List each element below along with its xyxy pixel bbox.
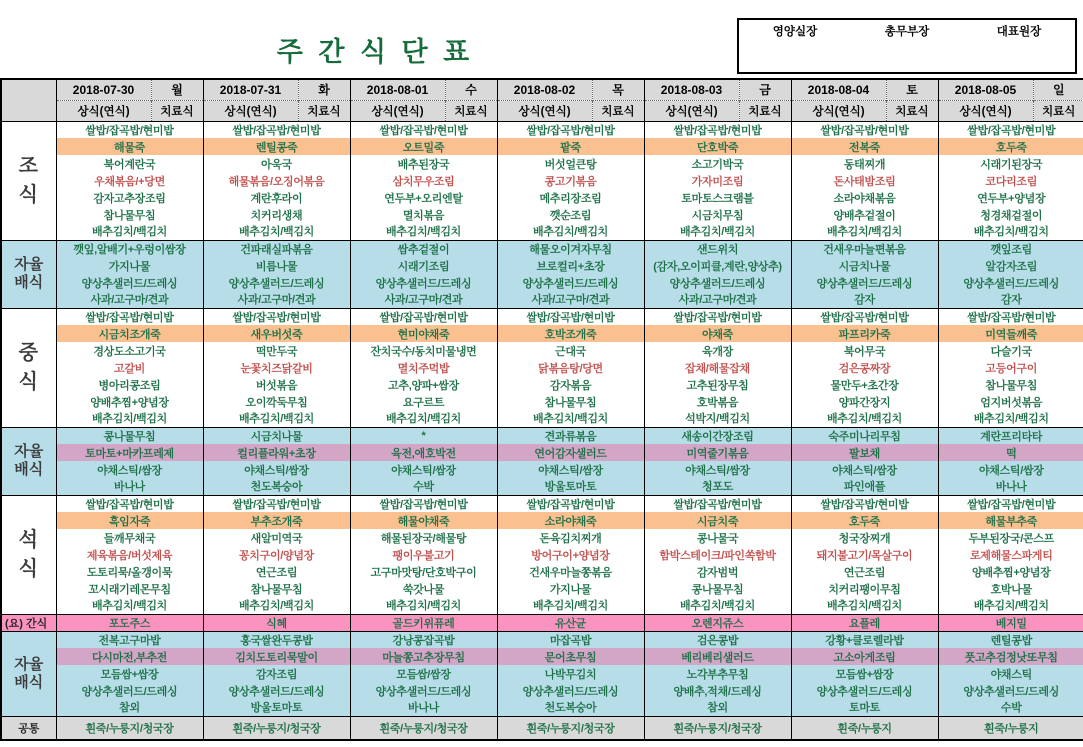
- menu-item-cell: 눈꽃치즈닭갈비: [203, 359, 350, 376]
- section-label-breakfast: 조 식: [1, 121, 56, 240]
- menu-item-cell: 깻잎조림: [938, 240, 1083, 257]
- meal-type-treatment-cell: 치료식: [151, 100, 203, 121]
- menu-item-cell: 토마토스크램블: [644, 189, 791, 206]
- menu-item-cell: 해물볶음/오징어볶음: [203, 172, 350, 189]
- menu-item-cell: 청국장찌개: [791, 529, 938, 546]
- menu-item-cell: 검은콩밥: [644, 631, 791, 648]
- menu-item-cell: 야채스틱/쌈장: [497, 461, 644, 478]
- menu-item-cell: 건새우마늘쫑볶음: [497, 563, 644, 580]
- section-label-self-serve-3: 자율 배식: [1, 631, 56, 716]
- date-cell: 2018-08-05: [938, 79, 1033, 100]
- menu-item-cell: 콩나물무침: [644, 580, 791, 597]
- menu-item-cell: 수박: [938, 699, 1083, 716]
- menu-item-cell: 북어계란국: [56, 155, 203, 172]
- menu-item-cell: 오렌지쥬스: [644, 614, 791, 631]
- section-label-self-serve-2: 자율 배식: [1, 427, 56, 495]
- date-cell: 2018-07-31: [203, 79, 298, 100]
- menu-item-cell: 흰죽/누룽지/청국장: [350, 716, 497, 740]
- menu-item-cell: 두부된장국/콘스프: [938, 529, 1083, 546]
- menu-item-cell: 흰죽/누룽지/청국장: [56, 716, 203, 740]
- menu-item-cell: 양상추샐러드/드레싱: [350, 682, 497, 699]
- menu-item-cell: 떡: [938, 444, 1083, 461]
- menu-item-cell: 고추,양파+쌈장: [350, 376, 497, 393]
- menu-item-cell: 야채스틱/쌈장: [644, 461, 791, 478]
- menu-item-cell: 참외: [56, 699, 203, 716]
- menu-item-cell: 홍국쌀완두콩밥: [203, 631, 350, 648]
- menu-item-cell: 돈사태밤조림: [791, 172, 938, 189]
- menu-item-cell: 배추김치/백김치: [791, 223, 938, 240]
- menu-item-cell: 컬리플라워+초장: [203, 444, 350, 461]
- menu-item-cell: 양배추찜+양념장: [56, 393, 203, 410]
- menu-item-cell: 팽이우불고기: [350, 546, 497, 563]
- weekday-cell: 화: [298, 79, 350, 100]
- menu-item-cell: 양상추샐러드/드레싱: [938, 682, 1083, 699]
- menu-item-cell: 돼지불고기/목살구이: [791, 546, 938, 563]
- menu-item-cell: 함박스테이크/파인쏙함박: [644, 546, 791, 563]
- menu-item-cell: 쌀밥/잡곡밥/현미밥: [203, 121, 350, 138]
- weekday-cell: 토: [886, 79, 938, 100]
- menu-item-cell: 돈육김치찌개: [497, 529, 644, 546]
- menu-item-cell: 야채스틱/쌈장: [791, 461, 938, 478]
- menu-item-cell: 배추된장국: [350, 155, 497, 172]
- menu-item-cell: 쌀밥/잡곡밥/현미밥: [644, 308, 791, 325]
- meal-type-treatment-cell: 치료식: [1033, 100, 1083, 121]
- menu-item-cell: 배추김치/백김치: [497, 597, 644, 614]
- menu-item-cell: 아욱국: [203, 155, 350, 172]
- menu-item-cell: 배추김치/백김치: [350, 597, 497, 614]
- menu-item-cell: 도토리묵/올갱이묵: [56, 563, 203, 580]
- menu-item-cell: 배추김치/백김치: [791, 597, 938, 614]
- menu-item-cell: 감자: [938, 291, 1083, 308]
- menu-item-cell: 요구르트: [350, 393, 497, 410]
- menu-item-cell: 고구마맛탕/단호박구이: [350, 563, 497, 580]
- menu-item-cell: 강황+클로렐라밥: [791, 631, 938, 648]
- menu-item-cell: 방어구이+양념장: [497, 546, 644, 563]
- menu-item-cell: 흰죽/누룽지/청국장: [203, 716, 350, 740]
- menu-item-cell: 청경채겉절이: [938, 206, 1083, 223]
- menu-item-cell: 야채스틱/쌈장: [350, 461, 497, 478]
- weekday-cell: 일: [1033, 79, 1083, 100]
- menu-item-cell: 풋고추검정낫또무침: [938, 648, 1083, 665]
- meal-type-normal-cell: 상식(연식): [203, 100, 298, 121]
- menu-item-cell: 배추김치/백김치: [203, 410, 350, 427]
- menu-item-cell: 감자볶음: [497, 376, 644, 393]
- menu-item-cell: 식혜: [203, 614, 350, 631]
- menu-item-cell: 떡만두국: [203, 342, 350, 359]
- weekday-cell: 월: [151, 79, 203, 100]
- date-cell: 2018-08-01: [350, 79, 445, 100]
- menu-item-cell: 소라야채볶음: [791, 189, 938, 206]
- approval-label-nutrition-manager: 영양실장: [772, 26, 818, 38]
- menu-item-cell: 깻순조림: [497, 206, 644, 223]
- menu-item-cell: 콩고기볶음: [497, 172, 644, 189]
- menu-item-cell: 토마토+마카프레제: [56, 444, 203, 461]
- menu-item-cell: 노각부추무침: [644, 665, 791, 682]
- menu-item-cell: 새알미역국: [203, 529, 350, 546]
- menu-item-cell: 해물된장국/해물탕: [350, 529, 497, 546]
- menu-item-cell: 참나물무침: [203, 580, 350, 597]
- menu-item-cell: 베리베리샐러드: [644, 648, 791, 665]
- menu-item-cell: 엄지버섯볶음: [938, 393, 1083, 410]
- menu-item-cell: 쌀밥/잡곡밥/현미밥: [644, 495, 791, 512]
- menu-item-cell: 버섯얼큰탕: [497, 155, 644, 172]
- menu-item-cell: 건새우마늘편볶음: [791, 240, 938, 257]
- menu-item-cell: 쌀밥/잡곡밥/현미밥: [203, 308, 350, 325]
- menu-item-cell: 양상추샐러드/드레싱: [203, 682, 350, 699]
- date-cell: 2018-08-02: [497, 79, 592, 100]
- menu-item-cell: 배추김치/백김치: [203, 223, 350, 240]
- menu-item-cell: 포도주스: [56, 614, 203, 631]
- menu-item-cell: 쌀밥/잡곡밥/현미밥: [497, 495, 644, 512]
- menu-item-cell: 문어초무침: [497, 648, 644, 665]
- menu-item-cell: 배추김치/백김치: [644, 223, 791, 240]
- meal-type-treatment-cell: 치료식: [592, 100, 644, 121]
- menu-item-cell: 나박무김치: [497, 665, 644, 682]
- menu-item-cell: 사과/고구마/견과: [56, 291, 203, 308]
- menu-item-cell: 양상추샐러드/드레싱: [644, 274, 791, 291]
- menu-item-cell: 코다리조림: [938, 172, 1083, 189]
- page-title: 주 간 식 단 표: [276, 37, 474, 67]
- menu-item-cell: 양배추겉절이: [791, 206, 938, 223]
- menu-item-cell: 양파간장지: [791, 393, 938, 410]
- menu-item-cell: 치커리팽이무침: [791, 580, 938, 597]
- menu-item-cell: 호두죽: [938, 138, 1083, 155]
- menu-item-cell: 쌀밥/잡곡밥/현미밥: [203, 495, 350, 512]
- menu-item-cell: 감자: [791, 291, 938, 308]
- menu-item-cell: 야채스틱: [938, 665, 1083, 682]
- menu-item-cell: 계란프리타타: [938, 427, 1083, 444]
- menu-item-cell: 해물죽: [56, 138, 203, 155]
- menu-item-cell: 쌀밥/잡곡밥/현미밥: [938, 121, 1083, 138]
- menu-item-cell: 가자미조림: [644, 172, 791, 189]
- menu-item-cell: 전복고구마밥: [56, 631, 203, 648]
- menu-item-cell: 알감자조림: [938, 257, 1083, 274]
- menu-item-cell: 잡채/해물잡채: [644, 359, 791, 376]
- menu-item-cell: 건파래실파볶음: [203, 240, 350, 257]
- approval-label-director: 대표원장: [996, 26, 1042, 38]
- menu-item-cell: 감자고추장조림: [56, 189, 203, 206]
- menu-item-cell: 석박지/백김치: [644, 410, 791, 427]
- menu-item-cell: 사과/고구마/견과: [497, 291, 644, 308]
- menu-item-cell: 천도복숭아: [203, 478, 350, 495]
- meal-type-treatment-cell: 치료식: [298, 100, 350, 121]
- menu-item-cell: 파인애플: [791, 478, 938, 495]
- menu-item-cell: 수박: [350, 478, 497, 495]
- menu-item-cell: 동태찌개: [791, 155, 938, 172]
- menu-item-cell: 콩나물무침: [56, 427, 203, 444]
- menu-item-cell: 배추김치/백김치: [497, 410, 644, 427]
- menu-item-cell: 버섯볶음: [203, 376, 350, 393]
- menu-item-cell: 쑥갓나물: [350, 580, 497, 597]
- menu-item-cell: 연근조림: [791, 563, 938, 580]
- menu-item-cell: 청포도: [644, 478, 791, 495]
- menu-item-cell: 해물오이겨자무침: [497, 240, 644, 257]
- meal-type-treatment-cell: 치료식: [739, 100, 791, 121]
- menu-item-cell: 연두부+양념장: [938, 189, 1083, 206]
- date-cell: 2018-08-04: [791, 79, 886, 100]
- menu-item-cell: 육전,애호박전: [350, 444, 497, 461]
- menu-item-cell: 흑임자죽: [56, 512, 203, 529]
- menu-item-cell: 숙주미나리무침: [791, 427, 938, 444]
- menu-item-cell: 야채스틱/쌈장: [938, 461, 1083, 478]
- menu-item-cell: 병아리콩조림: [56, 376, 203, 393]
- menu-item-cell: 배추김치/백김치: [203, 597, 350, 614]
- menu-item-cell: 부추조개죽: [203, 512, 350, 529]
- menu-item-cell: 시금치나물: [203, 427, 350, 444]
- menu-item-cell: 호박조개죽: [497, 325, 644, 342]
- menu-item-cell: 팥죽: [497, 138, 644, 155]
- menu-item-cell: 배추김치/백김치: [497, 223, 644, 240]
- menu-item-cell: 양상추샐러드/드레싱: [497, 274, 644, 291]
- menu-item-cell: 소라야채죽: [497, 512, 644, 529]
- menu-item-cell: 호박볶음: [644, 393, 791, 410]
- menu-item-cell: 고등어구이: [938, 359, 1083, 376]
- menu-item-cell: 배추김치/백김치: [938, 410, 1083, 427]
- menu-item-cell: 멸치볶음: [350, 206, 497, 223]
- menu-item-cell: 해물야채죽: [350, 512, 497, 529]
- menu-item-cell: 콩나물국: [644, 529, 791, 546]
- menu-item-cell: 방울토마토: [497, 478, 644, 495]
- menu-item-cell: 시금치죽: [644, 512, 791, 529]
- menu-item-cell: 팔보채: [791, 444, 938, 461]
- menu-item-cell: 쌀밥/잡곡밥/현미밥: [644, 121, 791, 138]
- menu-item-cell: 들깨무채국: [56, 529, 203, 546]
- menu-item-cell: 사과/고구마/견과: [350, 291, 497, 308]
- meal-type-normal-cell: 상식(연식): [644, 100, 739, 121]
- menu-item-cell: 유산균: [497, 614, 644, 631]
- menu-item-cell: 양상추샐러드/드레싱: [938, 274, 1083, 291]
- menu-item-cell: 렌틸콩죽: [203, 138, 350, 155]
- meal-type-normal-cell: 상식(연식): [56, 100, 151, 121]
- menu-item-cell: 연어감자샐러드: [497, 444, 644, 461]
- menu-item-cell: 쌀밥/잡곡밥/현미밥: [56, 308, 203, 325]
- menu-item-cell: 쌀밥/잡곡밥/현미밥: [791, 495, 938, 512]
- menu-item-cell: 사과/고구마/견과: [203, 291, 350, 308]
- menu-item-cell: 쌀밥/잡곡밥/현미밥: [938, 495, 1083, 512]
- date-cell: 2018-07-30: [56, 79, 151, 100]
- menu-item-cell: 모듬쌈+쌈장: [791, 665, 938, 682]
- menu-item-cell: 야채스틱/쌈장: [203, 461, 350, 478]
- menu-item-cell: 야채스틱/쌈장: [56, 461, 203, 478]
- menu-item-cell: 호박나물: [938, 580, 1083, 597]
- menu-item-cell: 바나나: [938, 478, 1083, 495]
- section-label-lunch: 중 식: [1, 308, 56, 427]
- menu-item-cell: 새송이간장조림: [644, 427, 791, 444]
- menu-item-cell: 시금치나물: [791, 257, 938, 274]
- menu-item-cell: 우채볶음/+당면: [56, 172, 203, 189]
- date-cell: 2018-08-03: [644, 79, 739, 100]
- menu-item-cell: 소고기박국: [644, 155, 791, 172]
- menu-item-cell: 시래기조림: [350, 257, 497, 274]
- menu-item-cell: 참외: [644, 699, 791, 716]
- menu-item-cell: 감자조림: [203, 665, 350, 682]
- menu-item-cell: 흰죽/누룽지: [791, 716, 938, 740]
- menu-item-cell: 쌀밥/잡곡밥/현미밥: [497, 121, 644, 138]
- section-label-self-serve-1: 자율 배식: [1, 240, 56, 308]
- approval-label-general-affairs-manager: 총무부장: [884, 26, 930, 38]
- menu-item-cell: 양상추샐러드/드레싱: [791, 274, 938, 291]
- menu-item-cell: 양상추샐러드/드레싱: [56, 682, 203, 699]
- menu-item-cell: 연근조림: [203, 563, 350, 580]
- menu-item-cell: 오트밀죽: [350, 138, 497, 155]
- menu-item-cell: 마잡곡밥: [497, 631, 644, 648]
- menu-item-cell: 꽁치구이/양념장: [203, 546, 350, 563]
- menu-item-cell: 시래기된장국: [938, 155, 1083, 172]
- menu-item-cell: 배추김치/백김치: [938, 223, 1083, 240]
- menu-item-cell: 쌀밥/잡곡밥/현미밥: [497, 308, 644, 325]
- menu-item-cell: 깻잎,알배기+우렁이쌈장: [56, 240, 203, 257]
- menu-item-cell: 쌀밥/잡곡밥/현미밥: [791, 121, 938, 138]
- weekday-cell: 수: [445, 79, 497, 100]
- menu-item-cell: 가지나물: [497, 580, 644, 597]
- meal-type-treatment-cell: 치료식: [886, 100, 938, 121]
- menu-item-cell: 흰죽/누룽지: [938, 716, 1083, 740]
- menu-item-cell: 쌀밥/잡곡밥/현미밥: [350, 308, 497, 325]
- menu-item-cell: 모듬쌈/쌈장: [350, 665, 497, 682]
- menu-item-cell: (감자,오이피클,계란,양상추): [644, 257, 791, 274]
- menu-item-cell: 렌틸콩밥: [938, 631, 1083, 648]
- menu-item-cell: 오이깍둑무침: [203, 393, 350, 410]
- menu-item-cell: 참나물무침: [497, 393, 644, 410]
- menu-item-cell: 고갈비: [56, 359, 203, 376]
- menu-item-cell: *: [350, 427, 497, 444]
- menu-item-cell: 전복죽: [791, 138, 938, 155]
- menu-item-cell: 골드키위퓨레: [350, 614, 497, 631]
- menu-item-cell: 검은콩짜장: [791, 359, 938, 376]
- menu-item-cell: 쌀밥/잡곡밥/현미밥: [56, 495, 203, 512]
- menu-item-cell: 양상추샐러드/드레싱: [203, 274, 350, 291]
- menu-item-cell: 양상추샐러드/드레싱: [497, 682, 644, 699]
- menu-item-cell: 참나물무침: [56, 206, 203, 223]
- menu-item-cell: 삼치무우조림: [350, 172, 497, 189]
- menu-item-cell: 배추김치/백김치: [350, 410, 497, 427]
- menu-item-cell: 브로컬리+초장: [497, 257, 644, 274]
- menu-item-cell: 양상추샐러드/드레싱: [56, 274, 203, 291]
- menu-item-cell: 제육볶음/버섯제육: [56, 546, 203, 563]
- menu-item-cell: 멸치주먹밥: [350, 359, 497, 376]
- menu-item-cell: 김치도토리묵말이: [203, 648, 350, 665]
- menu-item-cell: 샌드위치: [644, 240, 791, 257]
- menu-item-cell: 근대국: [497, 342, 644, 359]
- meal-type-normal-cell: 상식(연식): [938, 100, 1033, 121]
- meal-type-treatment-cell: 치료식: [445, 100, 497, 121]
- menu-item-cell: 연두부+오리엔탈: [350, 189, 497, 206]
- corner-cell: [1, 79, 56, 121]
- menu-item-cell: 모듬쌈+쌈장: [56, 665, 203, 682]
- menu-item-cell: 배추김치/백김치: [350, 223, 497, 240]
- meal-type-normal-cell: 상식(연식): [791, 100, 886, 121]
- menu-item-cell: 양배추찜+양념장: [938, 563, 1083, 580]
- menu-item-cell: 꼬시래기레몬무침: [56, 580, 203, 597]
- menu-item-cell: 바나나: [350, 699, 497, 716]
- menu-item-cell: 마늘쫑고추장무침: [350, 648, 497, 665]
- menu-item-cell: 쌀밥/잡곡밥/현미밥: [350, 495, 497, 512]
- menu-item-cell: 시금치조개죽: [56, 325, 203, 342]
- menu-item-cell: 새우버섯죽: [203, 325, 350, 342]
- menu-item-cell: 고소아게조림: [791, 648, 938, 665]
- menu-item-cell: 고추된장무침: [644, 376, 791, 393]
- menu-item-cell: 양배추,적채/드레싱: [644, 682, 791, 699]
- menu-item-cell: 파프리카죽: [791, 325, 938, 342]
- menu-item-cell: 토마토: [791, 699, 938, 716]
- weekday-cell: 목: [592, 79, 644, 100]
- menu-item-cell: 쌀밥/잡곡밥/현미밥: [350, 121, 497, 138]
- menu-item-cell: 다시마전,부추전: [56, 648, 203, 665]
- menu-item-cell: 천도복숭아: [497, 699, 644, 716]
- menu-item-cell: 비름나물: [203, 257, 350, 274]
- menu-item-cell: 양상추샐러드/드레싱: [350, 274, 497, 291]
- menu-item-cell: 야채죽: [644, 325, 791, 342]
- menu-item-cell: 쌀밥/잡곡밥/현미밥: [791, 308, 938, 325]
- menu-item-cell: 물만두+초간장: [791, 376, 938, 393]
- menu-item-cell: 배추김치/백김치: [56, 597, 203, 614]
- approval-signature-box: [737, 18, 1077, 74]
- menu-item-cell: 방울토마토: [203, 699, 350, 716]
- menu-item-cell: 로제해물스파게티: [938, 546, 1083, 563]
- menu-item-cell: 미역줄기볶음: [644, 444, 791, 461]
- menu-item-cell: 치커리생채: [203, 206, 350, 223]
- menu-item-cell: 참나물무침: [938, 376, 1083, 393]
- weekday-cell: 금: [739, 79, 791, 100]
- menu-item-cell: 시금치무침: [644, 206, 791, 223]
- menu-item-cell: 배추김치/백김치: [791, 410, 938, 427]
- menu-item-cell: 배추김치/백김치: [644, 597, 791, 614]
- menu-item-cell: 육개장: [644, 342, 791, 359]
- menu-item-cell: 가지나물: [56, 257, 203, 274]
- menu-item-cell: 다슬기국: [938, 342, 1083, 359]
- menu-item-cell: 배추김치/백김치: [56, 410, 203, 427]
- menu-item-cell: 배추김치/백김치: [938, 597, 1083, 614]
- menu-item-cell: 바나나: [56, 478, 203, 495]
- menu-item-cell: 양상추샐러드/드레싱: [791, 682, 938, 699]
- section-label-dinner: 석 식: [1, 495, 56, 614]
- section-label-snack: (요) 간식: [1, 614, 56, 631]
- menu-item-cell: 잔치국수/동치미물냉면: [350, 342, 497, 359]
- menu-item-cell: 흰죽/누룽지/청국장: [497, 716, 644, 740]
- menu-item-cell: 강낭콩잡곡밥: [350, 631, 497, 648]
- menu-item-cell: 감자범벅: [644, 563, 791, 580]
- menu-item-cell: 흰죽/누룽지/청국장: [644, 716, 791, 740]
- menu-item-cell: 요플레: [791, 614, 938, 631]
- meal-type-normal-cell: 상식(연식): [350, 100, 445, 121]
- menu-item-cell: 배추김치/백김치: [56, 223, 203, 240]
- menu-item-cell: 베지밀: [938, 614, 1083, 631]
- menu-item-cell: 쌀밥/잡곡밥/현미밥: [56, 121, 203, 138]
- meal-type-normal-cell: 상식(연식): [497, 100, 592, 121]
- menu-item-cell: 닭볶음탕/당면: [497, 359, 644, 376]
- menu-item-cell: 쌀밥/잡곡밥/현미밥: [938, 308, 1083, 325]
- menu-item-cell: 미역들깨죽: [938, 325, 1083, 342]
- menu-item-cell: 북어무국: [791, 342, 938, 359]
- menu-item-cell: 단호박죽: [644, 138, 791, 155]
- menu-item-cell: 현미야채죽: [350, 325, 497, 342]
- menu-table: [0, 78, 1083, 741]
- menu-item-cell: 견과류볶음: [497, 427, 644, 444]
- menu-item-cell: 메추리장조림: [497, 189, 644, 206]
- section-label-common: 공통: [1, 716, 56, 740]
- menu-item-cell: 사과/고구마/견과: [644, 291, 791, 308]
- menu-item-cell: 경상도소고기국: [56, 342, 203, 359]
- menu-item-cell: 계란후라이: [203, 189, 350, 206]
- menu-item-cell: 호두죽: [791, 512, 938, 529]
- menu-item-cell: 쌈추겉절이: [350, 240, 497, 257]
- menu-item-cell: 해물부추죽: [938, 512, 1083, 529]
